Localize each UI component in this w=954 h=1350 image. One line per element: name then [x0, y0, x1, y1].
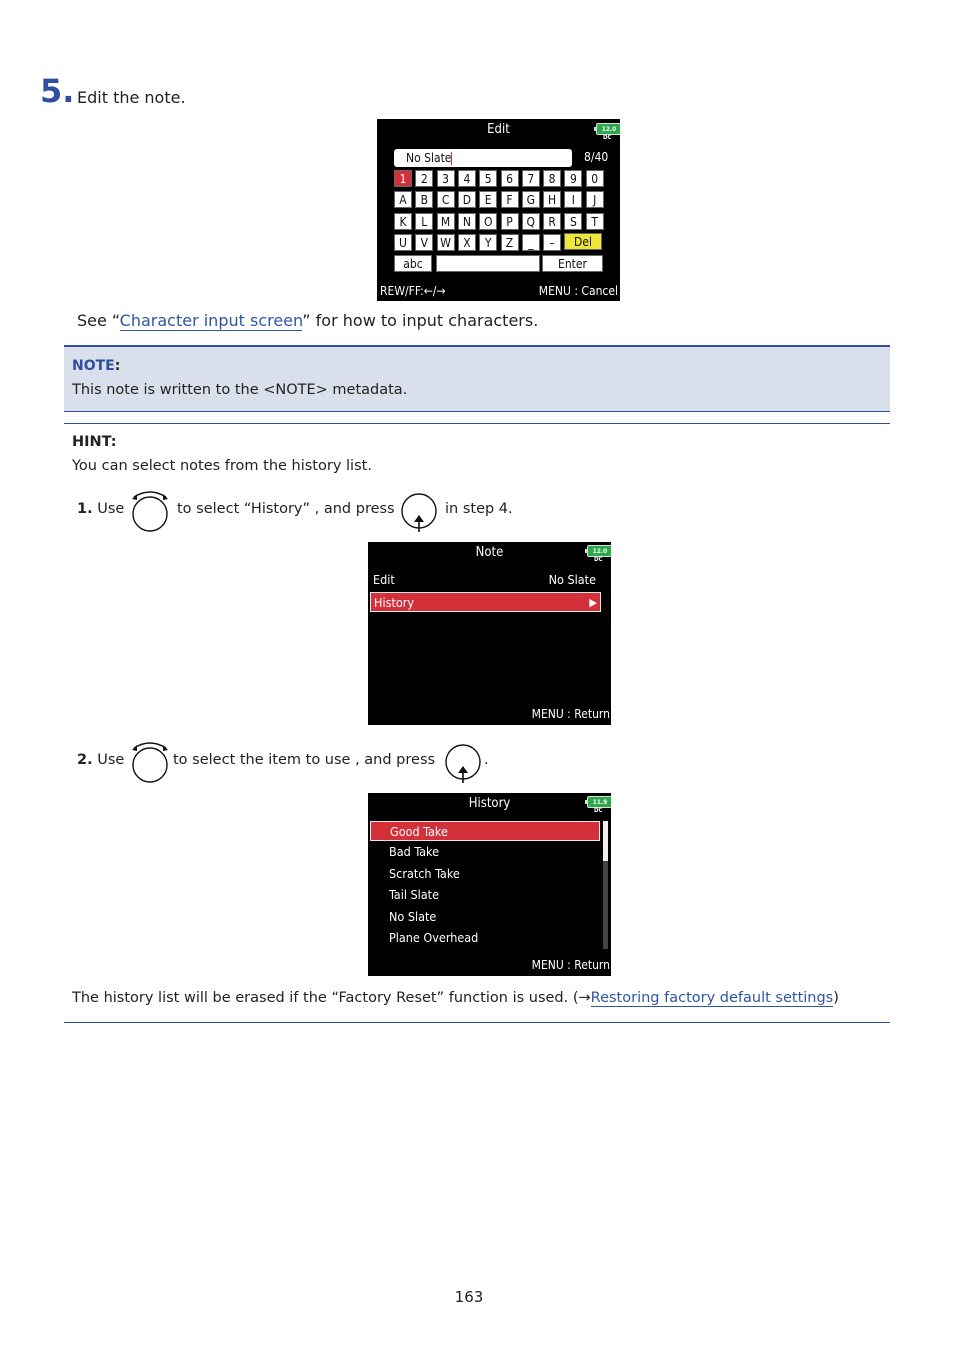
key-k[interactable]: K — [394, 213, 412, 230]
key-u[interactable]: U — [394, 234, 412, 251]
del-key[interactable]: Del — [564, 233, 602, 250]
battery-icon: 12.0 — [587, 545, 611, 557]
note-label: NOTE: — [72, 358, 121, 374]
screen-footer: MENU : Return — [531, 707, 610, 721]
key-i[interactable]: I — [564, 191, 582, 208]
dial-icon — [128, 740, 172, 786]
history-item-label: Bad Take — [389, 844, 439, 860]
key-p[interactable]: P — [501, 213, 519, 230]
hint-bottom-rule — [64, 1022, 890, 1023]
see-reference — [77, 311, 538, 330]
factory-reset-note — [72, 990, 839, 1006]
history-item[interactable] — [370, 885, 600, 905]
hint-text: You can select notes from the history list. — [72, 458, 372, 474]
key-e[interactable]: E — [479, 191, 497, 208]
enter-key[interactable]: Enter — [542, 255, 603, 272]
screen-footer-right: MENU : Cancel — [538, 284, 618, 298]
screen-title: History — [468, 796, 511, 811]
history-item-label: Good Take — [390, 824, 448, 839]
text-input-value: No Slate — [406, 151, 452, 165]
key-y[interactable]: Y — [479, 234, 497, 251]
key-j[interactable]: J — [586, 191, 604, 208]
abc-key[interactable]: abc — [394, 255, 432, 272]
history-item-label: Plane Overhead — [389, 930, 479, 945]
page-number: 163 — [454, 1288, 484, 1306]
dc-label: DC — [594, 807, 603, 814]
key-n[interactable]: N — [458, 213, 476, 230]
key-1[interactable]: 1 — [394, 170, 412, 187]
restoring-defaults-link[interactable]: Restoring factory default settings — [590, 990, 834, 1006]
key-4[interactable]: 4 — [458, 170, 476, 187]
menu-item-label: History — [374, 595, 415, 610]
key-h[interactable]: H — [543, 191, 561, 208]
step-text: Edit the note. — [77, 88, 186, 107]
history-item-label: Tail Slate — [389, 887, 439, 903]
dc-label: DC — [594, 556, 603, 563]
step1-line — [77, 501, 124, 517]
reset-text-before: The history list will be erased if the “Factory Reset” function is used. (→ — [72, 990, 591, 1006]
dial-icon — [128, 489, 172, 535]
reset-text-after: ) — [833, 990, 839, 1006]
see-text-before: See “ — [77, 311, 120, 330]
hint-top-rule — [64, 423, 890, 424]
screen-title: Edit — [487, 122, 510, 137]
see-text-after: ” for how to input characters. — [302, 311, 539, 330]
step1-number: 1. — [77, 501, 93, 517]
key-a[interactable]: A — [394, 191, 412, 208]
key-3[interactable]: 3 — [437, 170, 455, 187]
key-8[interactable]: 8 — [543, 170, 561, 187]
press-dial-icon — [444, 743, 484, 785]
submenu-arrow-icon: ▶ — [589, 596, 597, 609]
step2-line — [77, 752, 124, 768]
menu-item-value: No Slate — [548, 572, 596, 587]
key-t[interactable]: T — [586, 213, 604, 230]
step1-middle: to select “History” , and press — [177, 501, 395, 517]
edit-screen — [377, 119, 620, 301]
key-dash[interactable]: – — [543, 234, 561, 251]
history-item[interactable] — [370, 842, 600, 862]
key-r[interactable]: R — [543, 213, 561, 230]
key-0[interactable]: 0 — [586, 170, 604, 187]
key-9[interactable]: 9 — [564, 170, 582, 187]
key-f[interactable]: F — [501, 191, 519, 208]
key-o[interactable]: O — [479, 213, 497, 230]
key-q[interactable]: Q — [522, 213, 540, 230]
dc-label: DC — [603, 134, 612, 141]
character-counter: 8/40 — [584, 150, 609, 164]
hint-label: HINT: — [72, 434, 117, 450]
step1-end: in step 4. — [445, 501, 513, 517]
step2-end: . — [484, 752, 489, 768]
step2-number: 2. — [77, 752, 93, 768]
step1-use: Use — [97, 501, 125, 517]
note-text: This note is written to the <NOTE> metadata. — [72, 382, 408, 398]
history-item[interactable] — [370, 821, 600, 841]
key-5[interactable]: 5 — [479, 170, 497, 187]
battery-icon: 11.9 — [587, 796, 611, 808]
key-v[interactable]: V — [415, 234, 433, 251]
key-x[interactable]: X — [458, 234, 476, 251]
menu-item-edit[interactable] — [373, 570, 596, 590]
key-d[interactable]: D — [458, 191, 476, 208]
note-box — [64, 345, 890, 412]
key-7[interactable]: 7 — [522, 170, 540, 187]
key-underscore[interactable]: _ — [522, 234, 540, 251]
text-input-field[interactable] — [394, 149, 572, 167]
menu-item-label: Edit — [373, 572, 395, 587]
key-b[interactable]: B — [415, 191, 433, 208]
screen-footer: MENU : Return — [531, 958, 610, 972]
battery-icon: 12.0 — [596, 123, 620, 135]
key-2[interactable]: 2 — [415, 170, 433, 187]
key-s[interactable]: S — [564, 213, 582, 230]
character-input-link[interactable]: Character input screen — [119, 311, 303, 330]
press-dial-icon — [400, 492, 440, 534]
key-g[interactable]: G — [522, 191, 540, 208]
key-6[interactable]: 6 — [501, 170, 519, 187]
step-number: 5. — [40, 72, 75, 110]
history-item[interactable] — [370, 907, 600, 927]
space-key[interactable] — [436, 255, 540, 272]
step2-middle: to select the item to use , and press — [173, 752, 436, 768]
key-l[interactable]: L — [415, 213, 433, 230]
key-w[interactable]: W — [437, 234, 455, 251]
history-item[interactable] — [370, 928, 600, 948]
history-screen — [368, 793, 611, 976]
screen-footer-left: REW/FF:←/→ — [380, 284, 446, 298]
key-c[interactable]: C — [437, 191, 455, 208]
step2-use: Use — [97, 752, 125, 768]
history-item-label: No Slate — [389, 908, 437, 924]
screen-title: Note — [475, 545, 504, 560]
history-item-label: Scratch Take — [389, 865, 460, 881]
scrollbar-thumb[interactable] — [603, 821, 608, 861]
key-m[interactable]: M — [437, 213, 455, 230]
menu-item-history[interactable] — [370, 592, 601, 612]
history-item[interactable] — [370, 864, 600, 884]
text-cursor — [451, 152, 452, 165]
note-screen — [368, 542, 611, 725]
key-z[interactable]: Z — [501, 234, 519, 251]
